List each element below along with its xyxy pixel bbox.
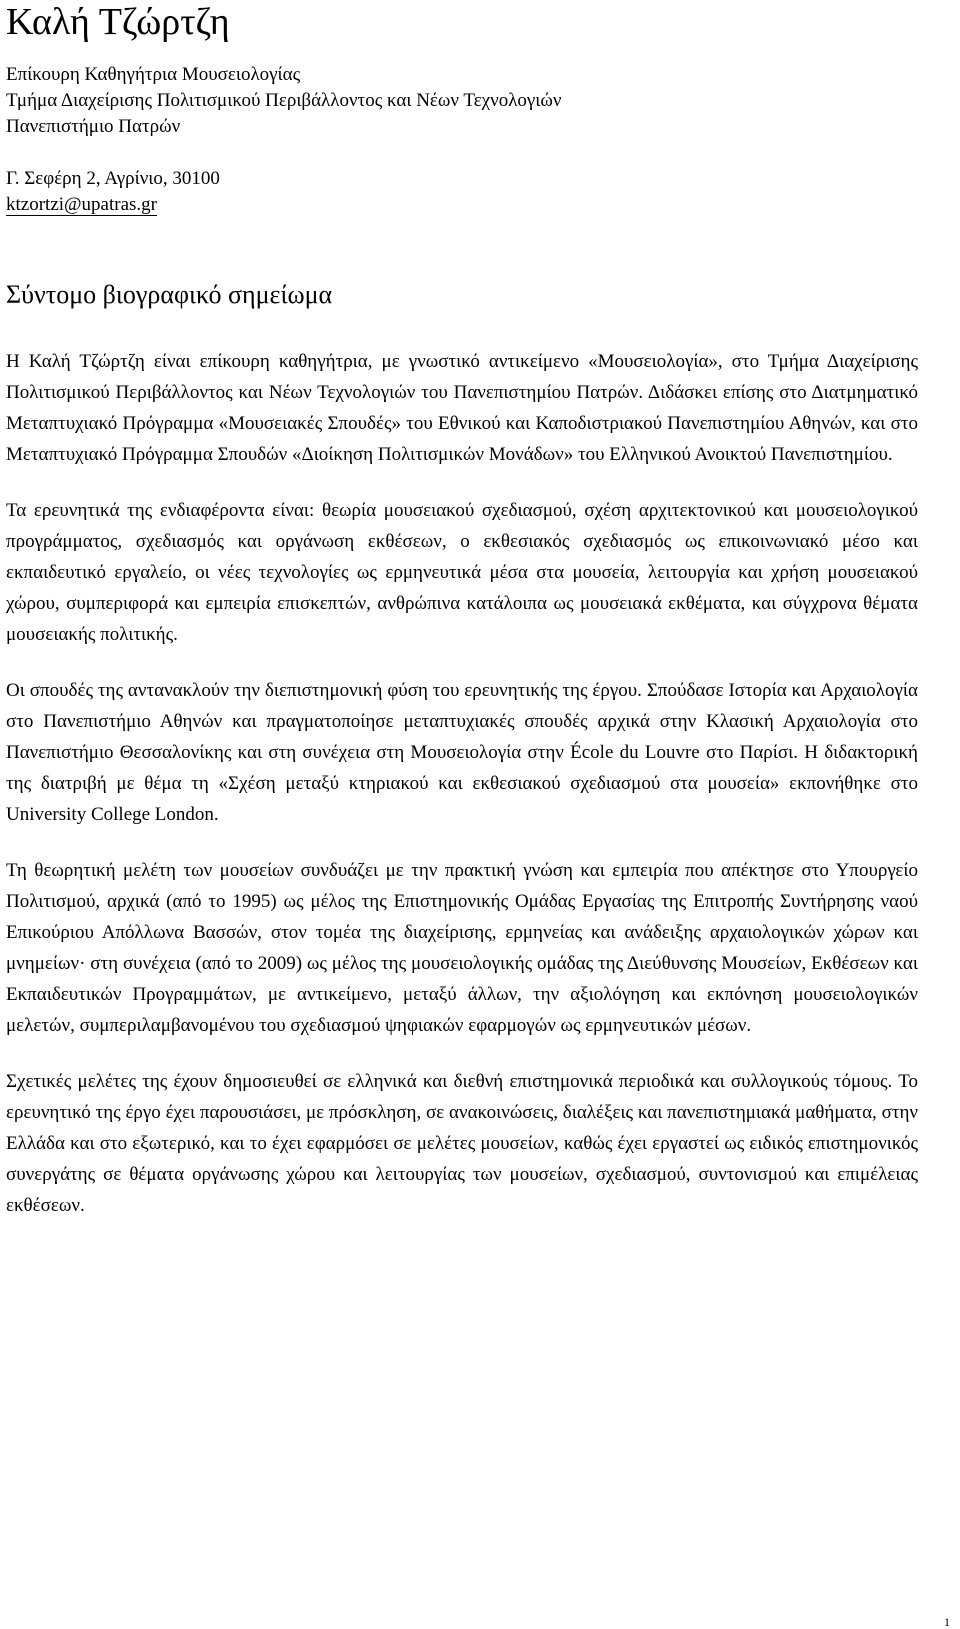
bio-paragraph: Η Καλή Τζώρτζη είναι επίκουρη καθηγήτρια, με γνωστικό αντικείμενο «Μουσειολογία», στο Τμήμα Διαχείρισης Πολιτισμικού Περιβάλλοντος και Νέων Τεχνολογιών του Πανεπιστημίου Πατρών. Διδάσκει επίσης στο Διατμηματικό Μεταπτυχιακό Πρόγραμμα «Μουσειακές Σπουδές» του Εθνικού και Καποδιστριακού Πανεπιστημίου Αθηνών, και στο Μεταπτυχιακό Πρόγραμμα Σπουδών «Διοίκηση Πολιτισμικών Μονάδων» του Ελληνικού Ανοικτού Πανεπιστημίου. xyxy=(6,351,918,465)
contact-spacer xyxy=(6,140,562,166)
bio-paragraph: Τη θεωρητική μελέτη των μουσείων συνδυάζει με την πρακτική γνώση και εμπειρία που απέκτησε στο Υπουργείο Πολιτισμού, αρχικά (από το 1995) ως μέλος της Επιστημονικής Ομάδας Εργασίας της Επιτροπής Συντήρησης ναού Επικούριου Απόλλωνα Βασσών, στον τομέα της διαχείρισης, ερμηνείας και ανάδειξης αρχαιολογικών χώρων και μνημείων· στη συνέχεια (από το 2009) ως μέλος της μουσειολογικής ομάδας της Διεύθυνσης Μουσείων, Εκθέσεων και Εκπαιδευτικών Προγραμμάτων, με αντικείμενο, μεταξύ άλλων, την αξιολόγηση και εκπόνηση μουσειολογικών μελετών, συμπεριλαμβανομένου του σχεδιασμού ψηφιακών εφαρμογών ως ερμηνευτικών μέσων. xyxy=(6,860,918,1036)
bio-paragraph: Σχετικές μελέτες της έχουν δημοσιευθεί σε ελληνικά και διεθνή επιστημονικά περιοδικά και συλλογικούς τόμους. Το ερευνητικό της έργο έχει παρουσιάσει, με πρόσκληση, σε ανακοινώσεις, διαλέξεις και πανεπιστημιακά μαθήματα, στην Ελλάδα και στο εξωτερικό, και το έχει εφαρμόσει σε μελέτες μουσείων, καθώς έχει εργαστεί ως ειδικός επιστημονικός συνεργάτης σε θέματα οργάνωσης χώρου και λειτουργίας των μουσείων, σχεδιασμού, συντονισμού και επιμέλειας εκθέσεων. xyxy=(6,1071,918,1216)
page-number: 1 xyxy=(944,1615,950,1629)
contact-block xyxy=(6,62,562,218)
university-name: Πανεπιστήμιο Πατρών xyxy=(6,116,181,137)
postal-address: Γ. Σεφέρη 2, Αγρίνιο, 30100 xyxy=(6,168,220,189)
email-link[interactable]: ktzortzi@upatras.gr xyxy=(6,194,157,215)
section-title: Σύντομο βιογραφικό σημείωμα xyxy=(6,280,333,309)
bio-paragraph: Τα ερευνητικά της ενδιαφέροντα είναι: θεωρία μουσειακού σχεδιασμού, σχέση αρχιτεκτονικού και μουσειολογικού προγράμματος, σχεδιασμός και οργάνωση εκθέσεων, ο εκθεσιακός σχεδιασμός ως επικοινωνιακό μέσο και εκπαιδευτικό εργαλείο, οι νέες τεχνολογίες ως ερμηνευτικά μέσα στα μουσεία, λειτουργία και χρήση μουσειακού χώρου, συμπεριφορά και εμπειρία επισκεπτών, ανθρώπινα κατάλοιπα ως μουσειακά εκθέματα, και σύγχρονα θέματα μουσειακής πολιτικής. xyxy=(6,500,918,645)
department-name: Τμήμα Διαχείρισης Πολιτισμικού Περιβάλλοντος και Νέων Τεχνολογιών xyxy=(6,90,562,111)
email-line xyxy=(6,192,562,218)
bio-body xyxy=(6,346,918,1246)
bio-paragraph: Οι σπουδές της αντανακλούν την διεπιστημονική φύση του ερευνητικής της έργου. Σπούδασε Ιστορία και Αρχαιολογία στο Πανεπιστήμιο Αθηνών και πραγματοποίησε μεταπτυχιακές σπουδές αρχικά στην Κλασική Αρχαιολογία στο Πανεπιστήμιο Θεσσαλονίκης και στη συνέχεια στη Μουσειολογία στην École du Louvre στο Παρίσι. Η διδακτορική της διατριβή με θέμα τη «Σχέση μεταξύ κτηριακού και εκθεσιακού σχεδιασμού στα μουσεία» εκπονήθηκε στο University College London. xyxy=(6,680,918,825)
author-name: Καλή Τζώρτζη xyxy=(6,1,230,43)
position-title: Επίκουρη Καθηγήτρια Μουσειολογίας xyxy=(6,64,301,85)
